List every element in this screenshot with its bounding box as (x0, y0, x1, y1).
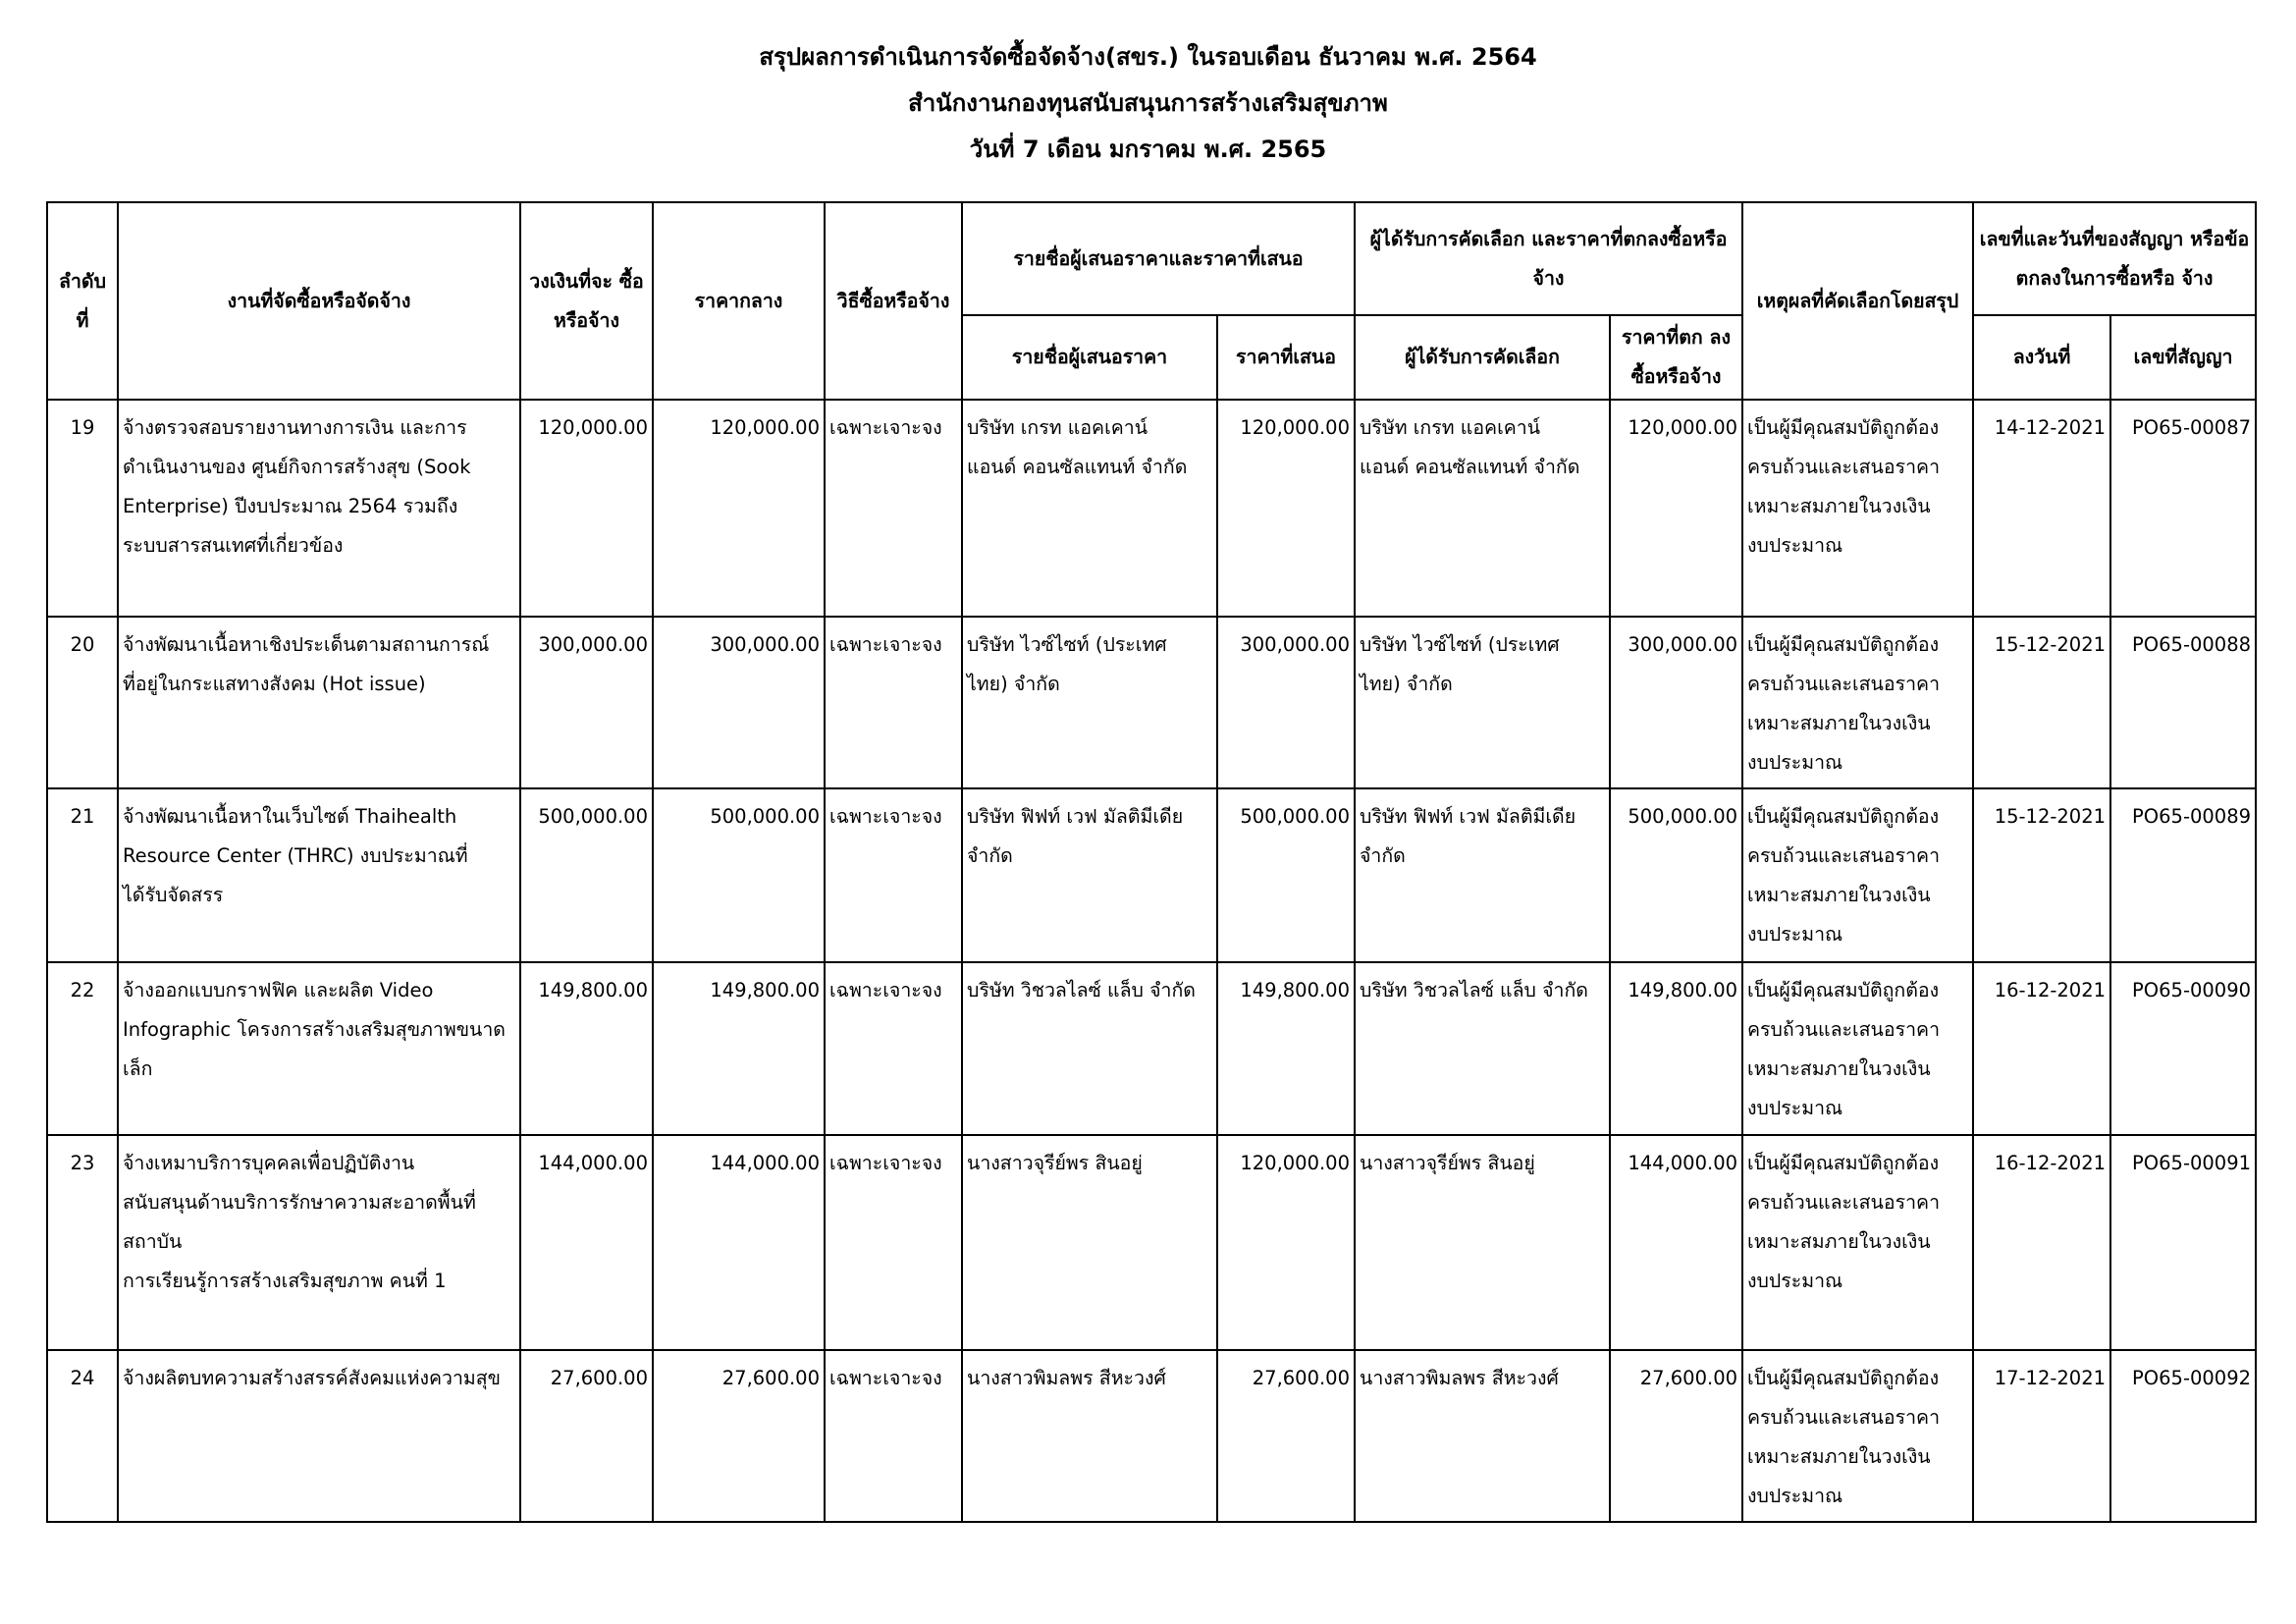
work-description: จ้างพัฒนาเนื้อหาเชิงประเด็นตามสถานการณ์ ที่อยู่ในกระแสทางสังคม (Hot issue) (118, 617, 520, 788)
procurement-table (46, 201, 2257, 1523)
selected-vendor: บริษัท วิชวลไลซ์ แล็บ จำกัด (1355, 962, 1610, 1135)
selected-vendor: บริษัท ไวซ์ไซท์ (ประเทศ ไทย) จำกัด (1355, 617, 1610, 788)
table-row (47, 788, 2256, 962)
budget-amount: 27,600.00 (520, 1350, 653, 1522)
contract-date: 17-12-2021 (1973, 1350, 2110, 1522)
col-header-contract-no: เลขที่สัญญา (2110, 315, 2256, 400)
table-row (47, 617, 2256, 788)
contract-number: PO65-00092 (2110, 1350, 2256, 1522)
contract-date: 16-12-2021 (1973, 1135, 2110, 1350)
selection-reason: เป็นผู้มีคุณสมบัติถูกต้อง ครบถ้วนและเสนอราคา เหมาะสมภายในวงเงิน งบประมาณ (1742, 1135, 1973, 1350)
col-header-agreed-price: ราคาที่ตก ลงซื้อหรือจ้าง (1610, 315, 1742, 400)
work-description: จ้างตรวจสอบรายงานทางการเงิน และการ ดำเนินงานของ ศูนย์กิจการสร้างสุข (Sook Enterprise) ปีงบประมาณ 2564 รวมถึง ระบบสารสนเทศที่เกี่ยวข้อง (118, 400, 520, 617)
col-header-work: งานที่จัดซื้อหรือจัดจ้าง (118, 202, 520, 400)
median-price: 500,000.00 (653, 788, 825, 962)
procurement-method: เฉพาะเจาะจง (825, 1135, 962, 1350)
work-description: จ้างพัฒนาเนื้อหาในเว็บไซต์ Thaihealth Resource Center (THRC) งบประมาณที่ ได้รับจัดสรร (118, 788, 520, 962)
col-group-bidders: รายชื่อผู้เสนอราคาและราคาที่เสนอ (962, 202, 1355, 315)
table-row (47, 962, 2256, 1135)
budget-amount: 144,000.00 (520, 1135, 653, 1350)
contract-number: PO65-00088 (2110, 617, 2256, 788)
contract-date: 16-12-2021 (1973, 962, 2110, 1135)
bid-price: 27,600.00 (1217, 1350, 1355, 1522)
contract-date: 15-12-2021 (1973, 788, 2110, 962)
procurement-method: เฉพาะเจาะจง (825, 788, 962, 962)
bid-price: 300,000.00 (1217, 617, 1355, 788)
table-row (47, 1350, 2256, 1522)
work-description: จ้างผลิตบทความสร้างสรรค์สังคมแห่งความสุข (118, 1350, 520, 1522)
procurement-method: เฉพาะเจาะจง (825, 400, 962, 617)
work-description: จ้างออกแบบกราฟฟิค และผลิต Video Infographic โครงการสร้างเสริมสุขภาพขนาด เล็ก (118, 962, 520, 1135)
contract-number: PO65-00089 (2110, 788, 2256, 962)
table-row (47, 1135, 2256, 1350)
procurement-method: เฉพาะเจาะจง (825, 962, 962, 1135)
selection-reason: เป็นผู้มีคุณสมบัติถูกต้อง ครบถ้วนและเสนอราคา เหมาะสมภายในวงเงิน งบประมาณ (1742, 788, 1973, 962)
agreed-price: 120,000.00 (1610, 400, 1742, 617)
median-price: 144,000.00 (653, 1135, 825, 1350)
budget-amount: 120,000.00 (520, 400, 653, 617)
agreed-price: 144,000.00 (1610, 1135, 1742, 1350)
selection-reason: เป็นผู้มีคุณสมบัติถูกต้อง ครบถ้วนและเสนอราคา เหมาะสมภายในวงเงิน งบประมาณ (1742, 962, 1973, 1135)
col-header-median-price: ราคากลาง (653, 202, 825, 400)
agreed-price: 300,000.00 (1610, 617, 1742, 788)
bidder-name: นางสาวพิมลพร สีหะวงศ์ (962, 1350, 1217, 1522)
table-row (47, 400, 2256, 617)
row-number: 24 (47, 1350, 118, 1522)
bidder-name: บริษัท เกรท แอคเคาน์ แอนด์ คอนซัลแทนท์ จำกัด (962, 400, 1217, 617)
selected-vendor: นางสาวพิมลพร สีหะวงศ์ (1355, 1350, 1610, 1522)
agreed-price: 149,800.00 (1610, 962, 1742, 1135)
bidder-name: บริษัท ฟิฟท์ เวฟ มัลติมีเดีย จำกัด (962, 788, 1217, 962)
bidder-name: นางสาวจุรีย์พร สินอยู่ (962, 1135, 1217, 1350)
selected-vendor: บริษัท เกรท แอคเคาน์ แอนด์ คอนซัลแทนท์ จำกัด (1355, 400, 1610, 617)
bidder-name: บริษัท ไวซ์ไซท์ (ประเทศ ไทย) จำกัด (962, 617, 1217, 788)
budget-amount: 149,800.00 (520, 962, 653, 1135)
selection-reason: เป็นผู้มีคุณสมบัติถูกต้อง ครบถ้วนและเสนอราคา เหมาะสมภายในวงเงิน งบประมาณ (1742, 400, 1973, 617)
bid-price: 500,000.00 (1217, 788, 1355, 962)
col-header-selected: ผู้ได้รับการคัดเลือก (1355, 315, 1610, 400)
median-price: 120,000.00 (653, 400, 825, 617)
procurement-method: เฉพาะเจาะจง (825, 617, 962, 788)
col-group-selected: ผู้ได้รับการคัดเลือก และราคาที่ตกลงซื้อหรือจ้าง (1355, 202, 1742, 315)
row-number: 22 (47, 962, 118, 1135)
budget-amount: 500,000.00 (520, 788, 653, 962)
median-price: 27,600.00 (653, 1350, 825, 1522)
col-header-seq: ลำดับ ที่ (47, 202, 118, 400)
budget-amount: 300,000.00 (520, 617, 653, 788)
bid-price: 120,000.00 (1217, 400, 1355, 617)
median-price: 300,000.00 (653, 617, 825, 788)
contract-number: PO65-00087 (2110, 400, 2256, 617)
median-price: 149,800.00 (653, 962, 825, 1135)
selection-reason: เป็นผู้มีคุณสมบัติถูกต้อง ครบถ้วนและเสนอราคา เหมาะสมภายในวงเงิน งบประมาณ (1742, 617, 1973, 788)
col-header-budget: วงเงินที่จะ ซื้อหรือจ้าง (520, 202, 653, 400)
selection-reason: เป็นผู้มีคุณสมบัติถูกต้อง ครบถ้วนและเสนอราคา เหมาะสมภายในวงเงิน งบประมาณ (1742, 1350, 1973, 1522)
selected-vendor: บริษัท ฟิฟท์ เวฟ มัลติมีเดีย จำกัด (1355, 788, 1610, 962)
col-header-method: วิธีซื้อหรือจ้าง (825, 202, 962, 400)
row-number: 23 (47, 1135, 118, 1350)
col-header-bidder: รายชื่อผู้เสนอราคา (962, 315, 1217, 400)
bid-price: 120,000.00 (1217, 1135, 1355, 1350)
selected-vendor: นางสาวจุรีย์พร สินอยู่ (1355, 1135, 1610, 1350)
contract-date: 14-12-2021 (1973, 400, 2110, 617)
col-header-reason: เหตุผลที่คัดเลือกโดยสรุป (1742, 202, 1973, 400)
agreed-price: 500,000.00 (1610, 788, 1742, 962)
report-title: สรุปผลการดำเนินการจัดซื้อจัดจ้าง(สขร.) ในรอบเดือน ธันวาคม พ.ศ. 2564 (759, 43, 1537, 71)
bidder-name: บริษัท วิชวลไลซ์ แล็บ จำกัด (962, 962, 1217, 1135)
contract-number: PO65-00091 (2110, 1135, 2256, 1350)
col-group-contract: เลขที่และวันที่ของสัญญา หรือข้อตกลงในการซื้อหรือ จ้าง (1973, 202, 2256, 315)
document-header (0, 39, 2296, 178)
work-description: จ้างเหมาบริการบุคคลเพื่อปฏิบัติงาน สนับสนุนด้านบริการรักษาความสะอาดพื้นที่ สถาบัน การเรียนรู้การสร้างเสริมสุขภาพ คนที่ 1 (118, 1135, 520, 1350)
col-header-bid-price: ราคาที่เสนอ (1217, 315, 1355, 400)
col-header-date: ลงวันที่ (1973, 315, 2110, 400)
row-number: 21 (47, 788, 118, 962)
contract-date: 15-12-2021 (1973, 617, 2110, 788)
report-date: วันที่ 7 เดือน มกราคม พ.ศ. 2565 (969, 135, 1327, 163)
agreed-price: 27,600.00 (1610, 1350, 1742, 1522)
row-number: 20 (47, 617, 118, 788)
procurement-method: เฉพาะเจาะจง (825, 1350, 962, 1522)
contract-number: PO65-00090 (2110, 962, 2256, 1135)
row-number: 19 (47, 400, 118, 617)
agency-name: สำนักงานกองทุนสนับสนุนการสร้างเสริมสุขภาพ (908, 89, 1388, 117)
bid-price: 149,800.00 (1217, 962, 1355, 1135)
